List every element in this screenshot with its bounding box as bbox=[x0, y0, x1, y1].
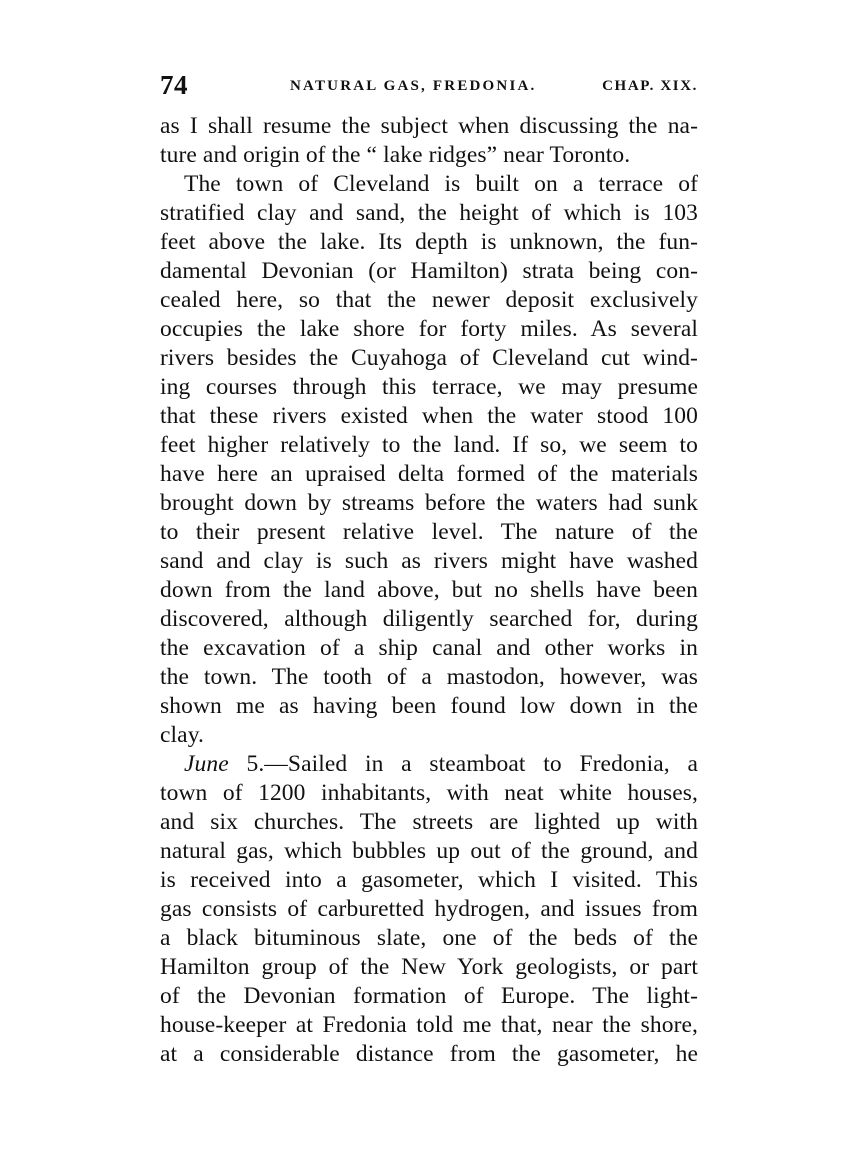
text-line: is received into a gasometer, which I visited. This bbox=[160, 867, 698, 893]
text-line: the town. The tooth of a mastodon, however, was bbox=[160, 664, 698, 690]
running-head bbox=[160, 70, 698, 102]
text-line: rivers besides the Cuyahoga of Cleveland cut wind- bbox=[160, 345, 698, 371]
text-line: a black bituminous slate, one of the beds of the bbox=[160, 925, 698, 951]
date-label: June bbox=[184, 751, 229, 777]
text-line: occupies the lake shore for forty miles. As several bbox=[160, 316, 698, 342]
text-line: have here an upraised delta formed of the materials bbox=[160, 461, 698, 487]
text-line: natural gas, which bubbles up out of the ground, and bbox=[160, 838, 698, 864]
text-line: brought down by streams before the waters had sunk bbox=[160, 490, 698, 516]
text-line: to their present relative level. The nature of the bbox=[160, 519, 698, 545]
text-line: damental Devonian (or Hamilton) strata being con- bbox=[160, 258, 698, 284]
text-line: house-keeper at Fredonia told me that, near the shore, bbox=[160, 1012, 698, 1038]
text-line: cealed here, so that the newer deposit exclusively bbox=[160, 287, 698, 313]
text-line: down from the land above, but no shells have been bbox=[160, 577, 698, 603]
text-line: shown me as having been found low down in the bbox=[160, 693, 698, 719]
text-line: that these rivers existed when the water stood 100 bbox=[160, 403, 698, 429]
text-line: the excavation of a ship canal and other works in bbox=[160, 635, 698, 661]
text-line: as I shall resume the subject when discussing the na- bbox=[160, 113, 698, 139]
text-line: at a considerable distance from the gasometer, he bbox=[160, 1041, 698, 1067]
text-line: ing courses through this terrace, we may presume bbox=[160, 374, 698, 400]
text-line: feet above the lake. Its depth is unknown, the fun- bbox=[160, 229, 698, 255]
text-line: ture and origin of the “ lake ridges” near Toronto. bbox=[160, 142, 631, 168]
text-line: and six churches. The streets are lighted up with bbox=[160, 809, 698, 835]
dated-paragraph-start bbox=[160, 750, 698, 779]
text-line: gas consists of carburetted hydrogen, and issues from bbox=[160, 896, 698, 922]
body-text bbox=[160, 112, 698, 1069]
page-number: 74 bbox=[160, 70, 188, 100]
chapter-reference: CHAP. XIX. bbox=[602, 78, 698, 94]
text-line: sand and clay is such as rivers might have washed bbox=[160, 548, 698, 574]
text-line: of the Devonian formation of Europe. The light- bbox=[160, 983, 698, 1009]
text-line: town of 1200 inhabitants, with neat white houses, bbox=[160, 780, 698, 806]
running-title: NATURAL GAS, FREDONIA. bbox=[290, 78, 537, 94]
text-line: stratified clay and sand, the height of which is 103 bbox=[160, 200, 698, 226]
text-line: Hamilton group of the New York geologists, or part bbox=[160, 954, 698, 980]
text-line: feet higher relatively to the land. If so, we seem to bbox=[160, 432, 698, 458]
text-line: clay. bbox=[160, 722, 204, 748]
text-line-fragment: 5.—Sailed in a steamboat to Fredonia, a bbox=[246, 751, 698, 777]
text-line: The town of Cleveland is built on a terrace of bbox=[184, 171, 698, 197]
text-line: discovered, although diligently searched for, during bbox=[160, 606, 698, 632]
